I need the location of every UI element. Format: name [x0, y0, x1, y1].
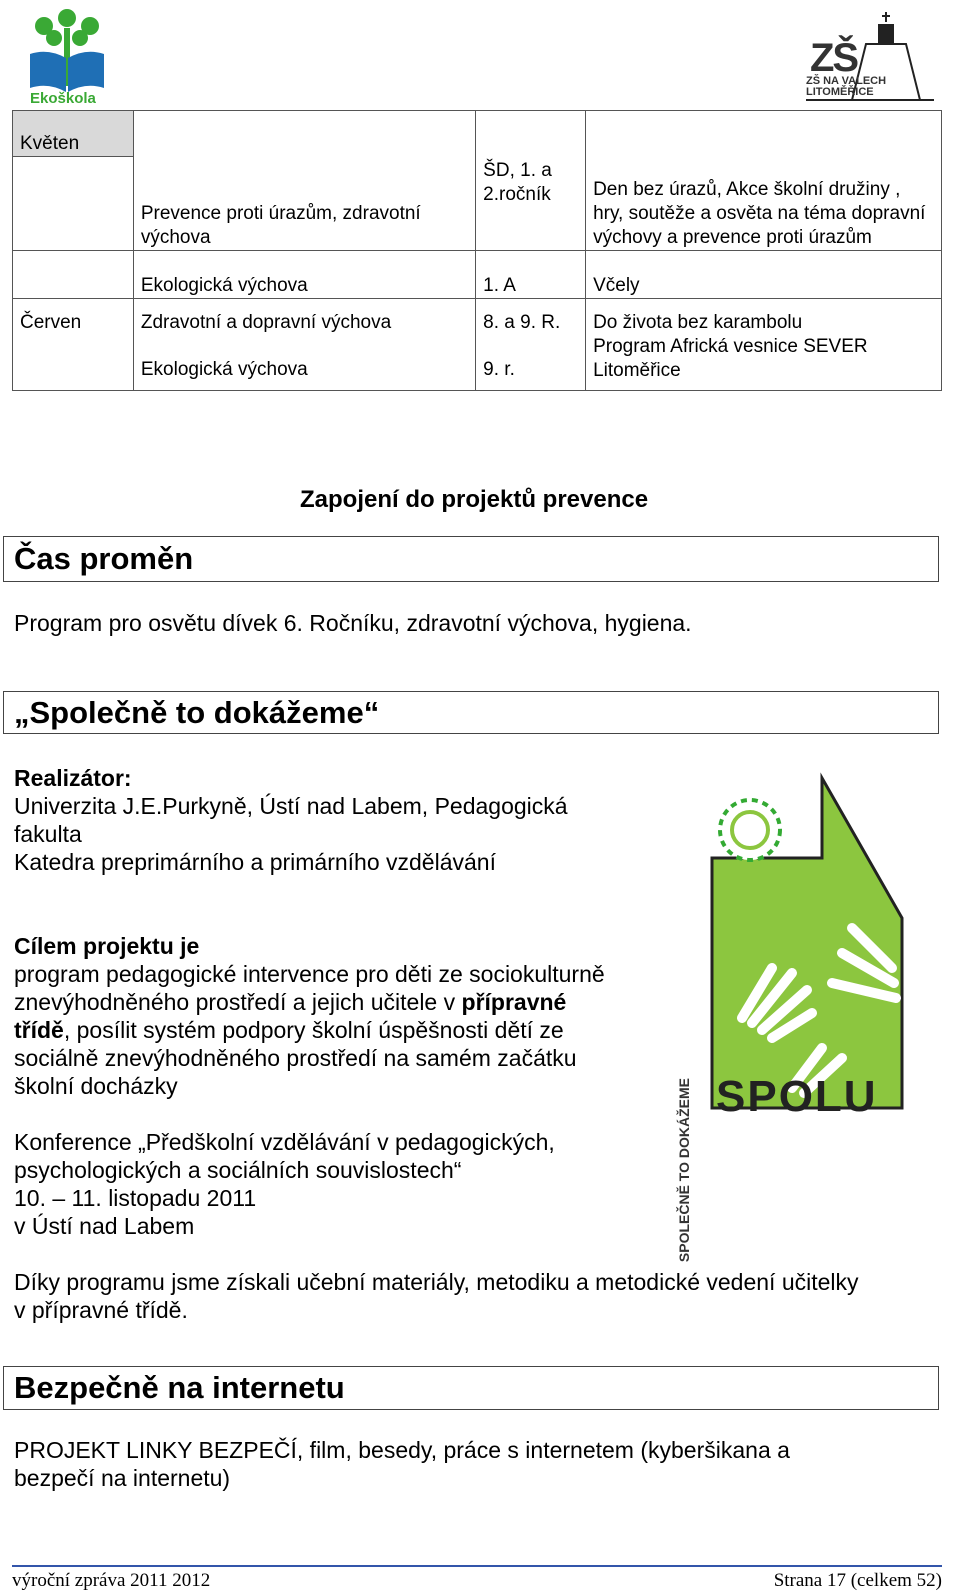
- internet-line: bezpečí na internetu): [14, 1465, 231, 1491]
- class-cell: ŠD, 1. a 2.ročník: [476, 111, 586, 251]
- ekoskola-logo-text: Ekoškola: [30, 90, 96, 107]
- spolecne-goal: [14, 932, 664, 1100]
- spolecne-result: [14, 1268, 944, 1324]
- result-line: Díky programu jsme získali učební materiály, metodiku a metodické vedení učitelky: [14, 1269, 859, 1295]
- spolu-logo: [672, 768, 908, 1263]
- class-cell: 1. A: [476, 251, 586, 299]
- topic-line: Ekologická výchova: [140, 359, 308, 380]
- footer-left: výroční zpráva 2011 2012: [12, 1570, 211, 1591]
- topic-cell: [133, 299, 475, 391]
- month-cell: Květen: [13, 111, 134, 157]
- activity-line: Do života bez karambolu: [593, 312, 803, 333]
- table-row: [13, 251, 942, 299]
- school-logo-text: ZŠ NA VALECH LITOMĚŘICE: [806, 75, 887, 98]
- spolu-vertical-text: SPOLEČNĚ TO DOKÁŽEME: [676, 1078, 692, 1263]
- goal-text-bold: přípravné: [461, 989, 567, 1015]
- activity-cell: [586, 299, 942, 391]
- activity-cell: Včely: [586, 251, 942, 299]
- spolecne-title: „Společně to dokážeme“: [3, 691, 939, 734]
- goal-label: Cílem projektu je: [14, 933, 200, 959]
- goal-line: sociálně znevýhodněného prostředí na samém začátku: [14, 1045, 577, 1071]
- conference-line: Konference „Předškolní vzdělávání v pedagogických,: [14, 1129, 555, 1155]
- month-cell: [13, 157, 134, 251]
- realizator-line: fakulta: [14, 821, 82, 847]
- conference-line: psychologických a sociálních souvislostech“: [14, 1157, 462, 1183]
- school-logo-zs: ZŠ: [810, 36, 858, 80]
- spolecne-realizator: [14, 764, 654, 876]
- ekoskola-logo: [24, 8, 110, 110]
- goal-text: , posílit systém podpory školní úspěšnosti dětí ze: [63, 1017, 564, 1043]
- cas-promen-title: Čas proměn: [3, 536, 939, 582]
- class-cell: [476, 299, 586, 391]
- goal-line: [14, 1016, 664, 1044]
- realizator-label: Realizátor:: [14, 765, 132, 791]
- topic-cell: Prevence proti úrazům, zdravotní výchova: [133, 111, 475, 251]
- month-cell: [13, 251, 134, 299]
- activities-table: [12, 110, 942, 391]
- class-line: 9. r.: [483, 359, 515, 380]
- result-line: v přípravné třídě.: [14, 1297, 188, 1323]
- goal-line: program pedagogické intervence pro děti ze sociokulturně: [14, 961, 605, 987]
- topic-line: Zdravotní a dopravní výchova: [140, 312, 392, 333]
- school-logo: [796, 8, 944, 106]
- table-row: [13, 299, 942, 391]
- class-line: 8. a 9. R.: [483, 312, 561, 333]
- conference-info: [14, 1128, 664, 1240]
- realizator-line: Katedra preprimárního a primárního vzdělávání: [14, 849, 496, 875]
- goal-text: znevýhodněného prostředí a jejich učitele v: [14, 989, 462, 1015]
- activity-cell: Den bez úrazů, Akce školní družiny , hry, soutěže a osvěta na téma dopravní výchovy a prevence proti úrazům: [586, 111, 942, 251]
- conference-line: 10. – 11. listopadu 2011: [14, 1185, 257, 1211]
- realizator-line: Univerzita J.E.Purkyně, Ústí nad Labem, Pedagogická: [14, 793, 568, 819]
- section-title: Zapojení do projektů prevence: [300, 486, 649, 513]
- table-row: [13, 111, 942, 157]
- internet-line: PROJEKT LINKY BEZPEČÍ, film, besedy, práce s internetem (kyberšikana a: [14, 1437, 790, 1463]
- conference-line: v Ústí nad Labem: [14, 1213, 195, 1239]
- footer-page-number: Strana 17 (celkem 52): [773, 1570, 942, 1591]
- spolu-logo-text: SPOLU: [716, 1072, 878, 1121]
- internet-title: Bezpečně na internetu: [3, 1366, 939, 1410]
- footer-divider: [12, 1565, 942, 1567]
- month-cell: Červen: [13, 299, 134, 391]
- topic-cell: Ekologická výchova: [133, 251, 475, 299]
- activity-line: Program Africká vesnice SEVER Litoměřice: [593, 336, 868, 381]
- goal-text-bold: třídě: [14, 1017, 64, 1043]
- cas-promen-text: Program pro osvětu dívek 6. Ročníku, zdravotní výchova, hygiena.: [14, 610, 692, 636]
- goal-line: školní docházky: [14, 1073, 178, 1099]
- goal-line: [14, 988, 664, 1016]
- internet-text: [14, 1436, 944, 1492]
